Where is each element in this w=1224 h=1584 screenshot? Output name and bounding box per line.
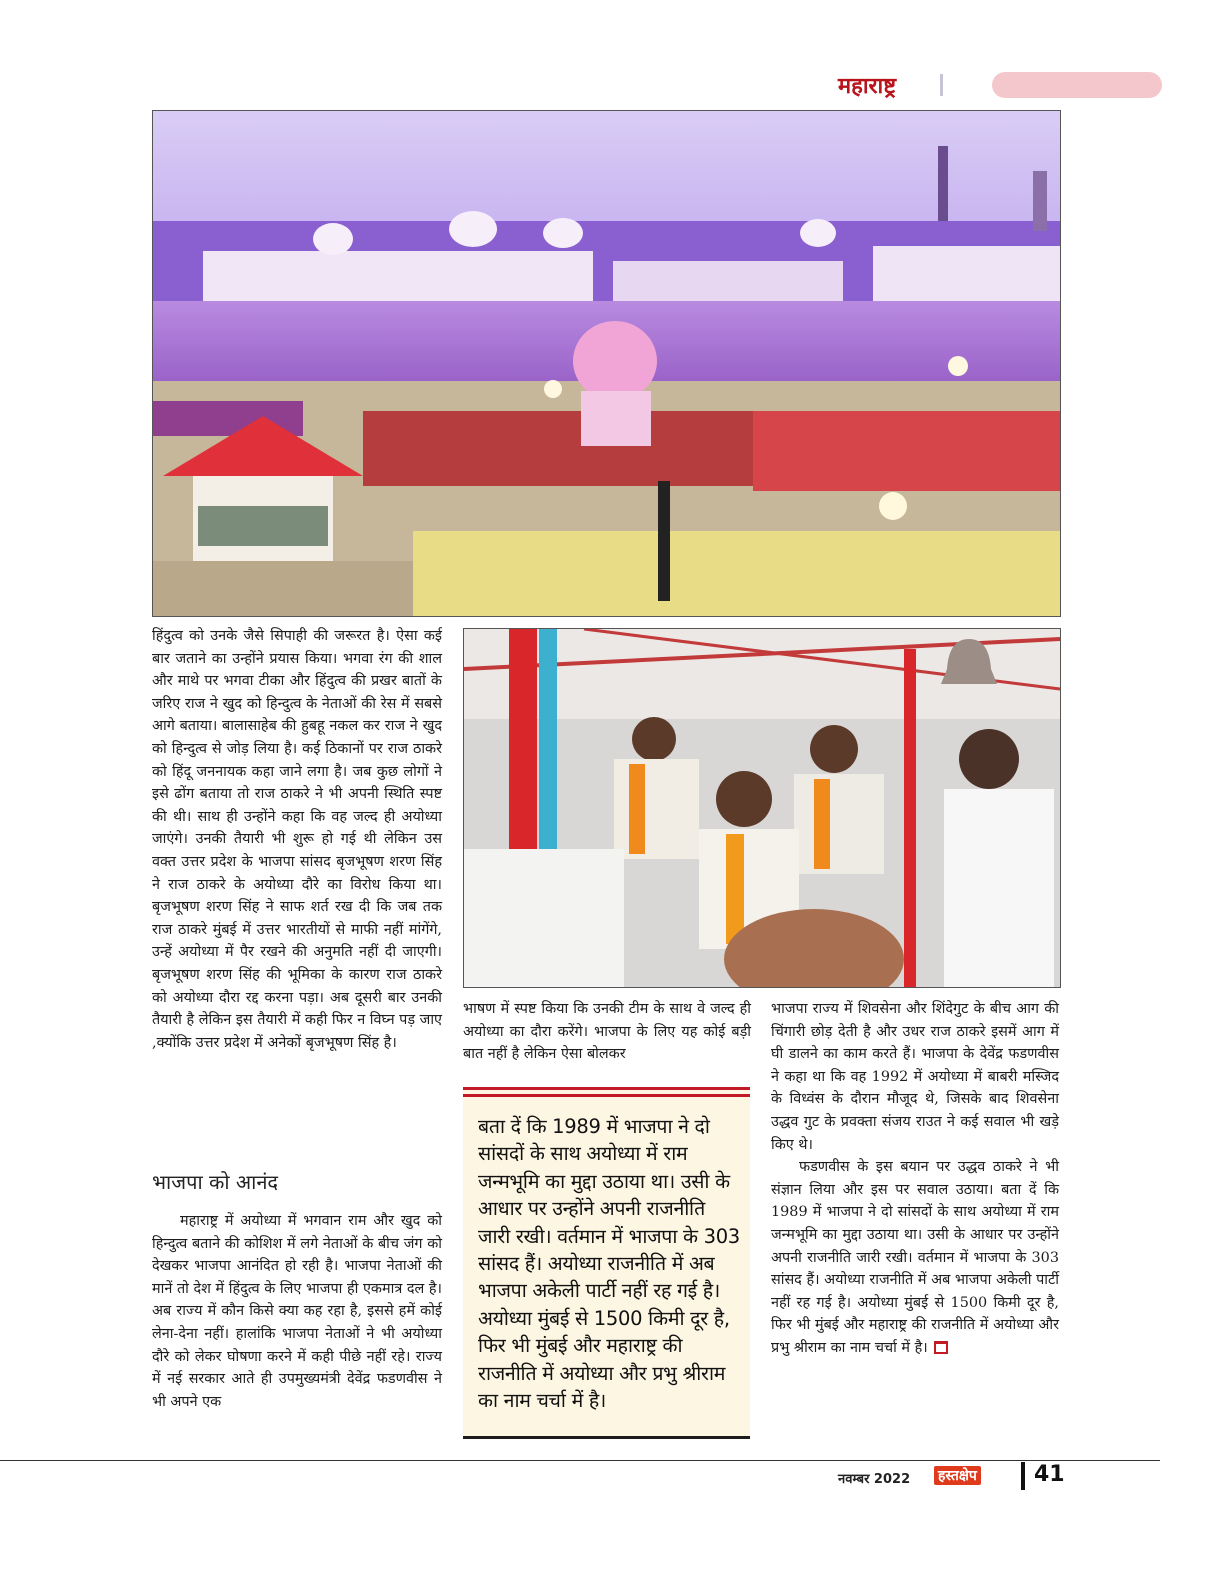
page-number: 41 [1034, 1462, 1065, 1487]
pull-quote-rule-bottom [463, 1436, 750, 1439]
section-subheading: भाजपा को आनंद [152, 1170, 279, 1194]
article-column-middle [463, 998, 751, 1066]
paragraph-final [771, 1156, 1059, 1359]
paragraph: भाषण में स्पष्ट किया कि उनकी टीम के साथ वे जल्द ही अयोध्या का दौरा करेंगे। भाजपा के लिए यह कोई बड़ी बात नहीं है लेकिन ऐसा बोलकर [463, 1001, 751, 1063]
section-title: महाराष्ट्र [838, 74, 897, 99]
pull-quote-rule-top [463, 1087, 750, 1090]
ayodhya-ghat-photo [152, 110, 1061, 617]
footer-issue-date: नवम्बर 2022 [838, 1472, 911, 1487]
pull-quote-rule-second [463, 1094, 750, 1097]
paragraph: हिंदुत्व को उनके जैसे सिपाही की जरूरत है। ऐसा कई बार जताने का उन्होंने प्रयास किया। भगवा रंग की शाल और माथे पर भगवा टीका और हिंदुत्व की प्रखर बातों के जरिए राज ने खुद को हिन्दुत्व के नेताओं की रेस में सबसे आगे बताया। बालासाहेब की हुबहू नकल कर राज ने खुद को हिन्दुत्व से जोड़ लिया है। कई ठिकानों पर राज ठाकरे को हिंदू जननायक कहा जाने लगा है। जब कुछ लोगों ने इसे ढोंग बताया तो राज ठाकरे ने भी अपनी स्थिति स्पष्ट की थी। साथ ही उन्होंने कहा कि वह जल्द ही अयोध्या जाएंगे। उनकी तैयारी भी शुरू हो गई थी लेकिन उस वक्त उत्तर प्रदेश के भाजपा सांसद बृजभूषण शरण सिंह ने राज ठाकरे के अयोध्या दौरे का विरोध किया था। बृजभूषण शरण सिंह ने साफ शर्त रख दी कि जब तक राज ठाकरे मुंबई में उत्तर भारतीयों से माफी नहीं मांगेंगे, उन्हें अयोध्या में पैर रखने की अनुमति नहीं दी जाएगी। बृजभूषण शरण सिंह की भूमिका के कारण राज ठाकरे को अयोध्या दौरा रद्द करना पड़ा। अब दूसरी बार उनकी तैयारी है लेकिन इस तैयारी में कही फिर न विघ्न पड़ जाए ,क्योंकि उत्तर प्रदेश में अनेकों बृजभूषण सिंह है। [152, 628, 442, 1051]
paragraph-text: फडणवीस के इस बयान पर उद्धव ठाकरे ने भी संज्ञान लिया और इस पर सवाल उठाया। बता दें कि 1989 में भाजपा ने दो सांसदों के साथ अयोध्या में राम जन्मभूमि का मुद्दा उठाया था। उसी के आधार पर उन्होंने अपनी राजनीति जारी रखी। वर्तमान में भाजपा के 303 सांसद हैं। अयोध्या राजनीति में अब भाजपा अकेली पार्टी नहीं रह गई है। अयोध्या मुंबई से 1500 किमी दूर है, फिर भी मुंबई और महाराष्ट्र की राजनीति में अयोध्या और प्रभु श्रीराम का नाम चर्चा में है। [771, 1159, 1059, 1356]
pull-quote-text: बता दें कि 1989 में भाजपा ने दो सांसदों के साथ अयोध्या में राम जन्मभूमि का मुद्दा उठाया था। उसी के आधार पर उन्होंने अपनी राजनीति जारी रखी। वर्तमान में भाजपा के 303 सांसद हैं। अयोध्या राजनीति में अब भाजपा अकेली पार्टी नहीं रह गई है। अयोध्या मुंबई से 1500 किमी दूर है, फिर भी मुंबई और महाराष्ट्र की राजनीति में अयोध्या और प्रभु श्रीराम का नाम चर्चा में है। [478, 1115, 740, 1413]
footer-magazine-logo: हस्तक्षेप [934, 1466, 981, 1485]
footer-rule [0, 1460, 1160, 1461]
article-column-right [771, 998, 1059, 1360]
end-of-article-icon [934, 1341, 948, 1354]
article-column-left-bottom [152, 1210, 442, 1413]
paragraph: महाराष्ट्र में अयोध्या में भगवान राम और खुद को हिन्दुत्व बताने की कोशिश में लगे नेताओं के बीच जंग को देखकर भाजपा आनंदित हो रही है। भाजपा नेताओं की मानें तो देश में हिंदुत्व के लिए भाजपा ही एकमात्र दल है। अब राज्य में कौन किसे क्या कह रहा है, इससे हमें कोई लेना-देना नहीं। हालांकि भाजपा नेताओं ने भी अयोध्या दौरे को लेकर घोषणा करने में कही पीछे नहीं रहे। राज्य में नई सरकार आते ही उपमुख्यमंत्री देवेंद्र फडणवीस ने भी अपने एक [152, 1213, 442, 1410]
header-decoration-pill [992, 72, 1162, 98]
header-divider [940, 74, 943, 96]
paragraph: भाजपा राज्य में शिवसेना और शिंदेगुट के बीच आग की चिंगारी छोड़ देती है और उधर राज ठाकरे इसमें आग में घी डालने का काम करते हैं। भाजपा के देवेंद्र फडणवीस ने कहा था कि वह 1992 में अयोध्या में बाबरी मस्जिद के विध्वंस के दौरान मौजूद थे, जिसके बाद शिवसेना उद्धव गुट के प्रवक्ता संजय राउत ने कई सवाल भी खड़े किए थे। [771, 1001, 1059, 1153]
footer-divider [1021, 1462, 1025, 1490]
leaders-praying-photo [463, 628, 1061, 988]
article-column-left-top [152, 625, 442, 1054]
